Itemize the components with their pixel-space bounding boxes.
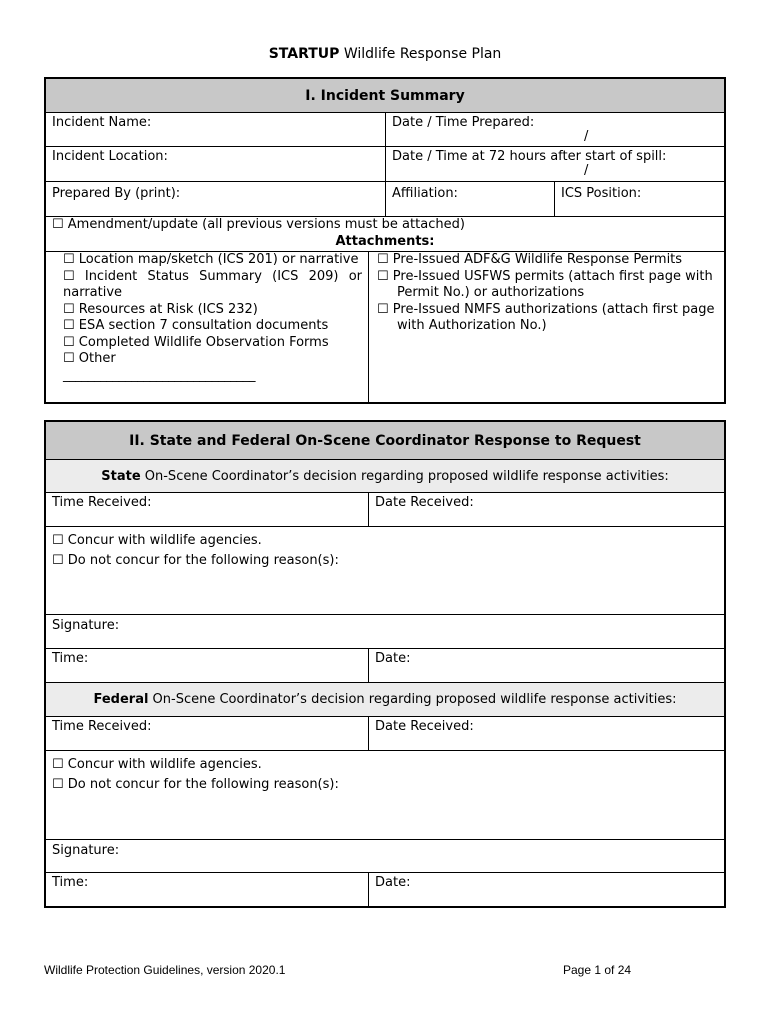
federal-date-received-field[interactable]: Date Received: <box>368 717 724 750</box>
row-incident-name <box>46 113 724 147</box>
federal-not-concur-checkbox[interactable]: ☐ <box>52 777 64 792</box>
footer-left: Wildlife Protection Guidelines, version 2020.1 <box>44 963 286 977</box>
affiliation-field[interactable]: Affiliation: <box>385 182 554 216</box>
attach-wildlife-observation[interactable]: ☐ Completed Wildlife Observation Forms <box>63 334 329 350</box>
date-time-prepared-field[interactable] <box>385 113 724 146</box>
state-subheader <box>46 460 724 493</box>
incident-location-field[interactable]: Incident Location: <box>52 149 168 164</box>
federal-label: Federal <box>93 692 149 707</box>
state-time-received-field[interactable]: Time Received: <box>52 495 152 510</box>
federal-row-signature <box>46 840 724 873</box>
amendment-checkbox[interactable]: ☐ Amendment/update (all previous versions must be attached) <box>52 217 465 232</box>
state-date-received-field[interactable]: Date Received: <box>368 493 724 526</box>
federal-not-concur-label: Do not concur for the following reason(s): <box>67 777 339 792</box>
federal-signature-field[interactable]: Signature: <box>52 843 120 858</box>
attach-resources-at-risk[interactable]: ☐ Resources at Risk (ICS 232) <box>63 301 258 317</box>
state-row-time-date <box>46 649 724 683</box>
row-attachments <box>46 251 724 402</box>
state-date-field[interactable]: Date: <box>368 649 724 682</box>
incident-name-field[interactable]: Incident Name: <box>52 115 152 130</box>
federal-concur-label: Concur with wildlife agencies. <box>67 757 262 772</box>
state-concur-label: Concur with wildlife agencies. <box>67 533 262 548</box>
federal-row-decision <box>46 751 724 840</box>
state-label: State <box>101 469 141 484</box>
federal-concur-option[interactable] <box>52 755 718 775</box>
state-row-received <box>46 493 724 527</box>
attach-esa-section7[interactable]: ☐ ESA section 7 consultation documents <box>63 318 329 333</box>
date-time-72-slash: / <box>584 163 589 178</box>
osc-response-section <box>44 420 726 908</box>
ics-position-field[interactable]: ICS Position: <box>554 182 724 216</box>
state-not-concur-checkbox[interactable]: ☐ <box>52 553 64 568</box>
attach-other[interactable]: ☐ Other <box>63 351 116 366</box>
incident-summary-section <box>44 77 726 404</box>
attach-adfg-permits[interactable]: ☐ Pre-Issued ADF&G Wildlife Response Permits <box>377 252 683 267</box>
title-bold: STARTUP <box>268 46 340 62</box>
date-time-72-field[interactable] <box>385 147 724 181</box>
state-concur-option[interactable] <box>52 531 718 551</box>
title-rest: Wildlife Response Plan <box>339 46 502 62</box>
attachments-header: Attachments: <box>335 234 435 249</box>
date-time-72-label: Date / Time at 72 hours after start of spill: <box>392 149 667 164</box>
state-not-concur-label: Do not concur for the following reason(s): <box>67 553 339 568</box>
federal-decision-cell <box>46 751 724 839</box>
attach-nmfs-authorizations[interactable]: ☐ Pre-Issued NMFS authorizations (attach first page with Authorization No.) <box>377 301 715 333</box>
federal-row-received <box>46 717 724 751</box>
state-concur-checkbox[interactable]: ☐ <box>52 533 64 548</box>
federal-row-time-date <box>46 873 724 906</box>
state-row-decision <box>46 527 724 615</box>
attachments-left <box>46 252 368 402</box>
row-attachments-header <box>46 234 724 251</box>
date-time-slash: / <box>584 129 589 144</box>
federal-concur-checkbox[interactable]: ☐ <box>52 757 64 772</box>
incident-summary-header: I. Incident Summary <box>46 79 724 113</box>
state-row-signature <box>46 615 724 649</box>
federal-time-received-field[interactable]: Time Received: <box>52 719 152 734</box>
row-prepared-by <box>46 182 724 217</box>
state-not-concur-option[interactable] <box>52 551 718 571</box>
attach-location-map[interactable]: ☐ Location map/sketch (ICS 201) or narrative <box>63 252 359 267</box>
date-time-prepared-label: Date / Time Prepared: <box>392 115 535 130</box>
federal-date-field[interactable]: Date: <box>368 873 724 906</box>
federal-not-concur-option[interactable] <box>52 775 718 795</box>
attach-other-line[interactable]: _______________________________ <box>63 367 256 383</box>
footer-page-number: Page 1 of 24 <box>563 963 632 977</box>
state-signature-field[interactable]: Signature: <box>52 618 120 633</box>
attachments-right <box>368 252 724 402</box>
federal-subheader <box>46 683 724 717</box>
federal-time-field[interactable]: Time: <box>52 875 89 890</box>
row-incident-location <box>46 147 724 182</box>
row-amendment <box>46 217 724 234</box>
state-time-field[interactable]: Time: <box>52 651 89 666</box>
attach-incident-status[interactable]: ☐ Incident Status Summary (ICS 209) or narrative <box>63 268 362 300</box>
osc-response-header: II. State and Federal On-Scene Coordinator Response to Request <box>46 422 724 460</box>
state-subheader-text: On-Scene Coordinator’s decision regarding proposed wildlife response activities: <box>140 469 669 484</box>
attach-usfws-permits[interactable]: ☐ Pre-Issued USFWS permits (attach first page with Permit No.) or authorizations <box>377 268 713 300</box>
federal-subheader-text: On-Scene Coordinator’s decision regarding proposed wildlife response activities: <box>148 692 677 707</box>
prepared-by-field[interactable]: Prepared By (print): <box>52 186 181 201</box>
state-decision-cell <box>46 527 724 614</box>
document-title <box>0 46 770 62</box>
